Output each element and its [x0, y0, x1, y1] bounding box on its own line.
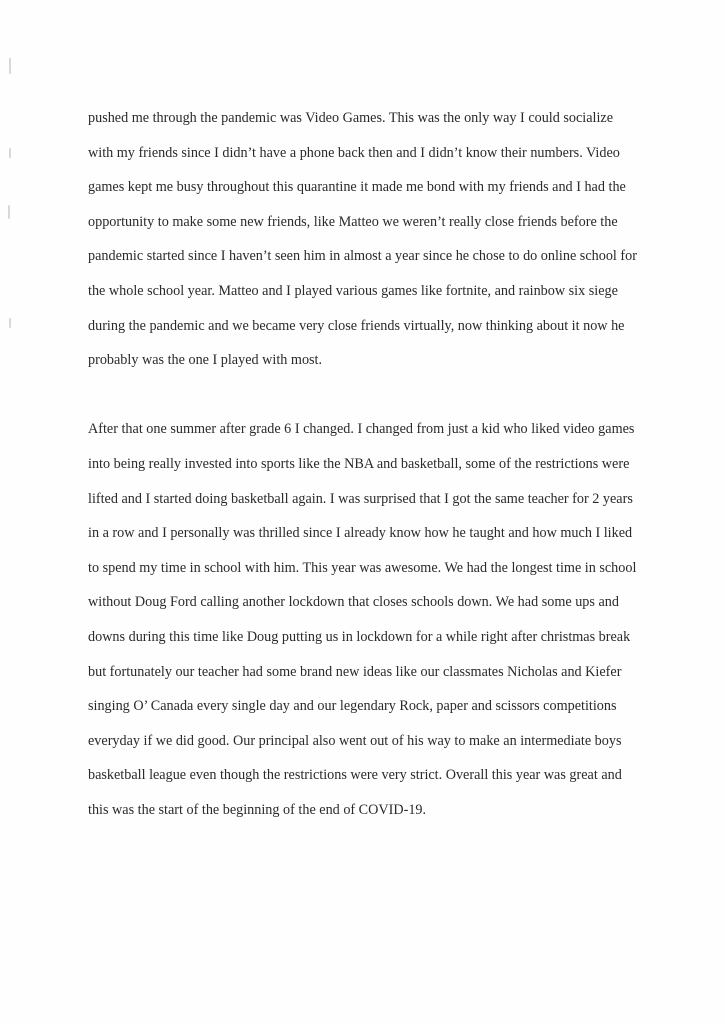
paragraph-line: without Doug Ford calling another lockdown that closes schools down. We had some ups and [88, 594, 619, 611]
paragraph-line: opportunity to make some new friends, like Matteo we weren’t really close friends before the [88, 213, 618, 230]
paragraph-2 [88, 419, 668, 834]
paragraph-line: basketball league even though the restrictions were very strict. Overall this year was great and [88, 767, 622, 784]
paragraph-line: pandemic started since I haven’t seen him in almost a year since he chose to do online school for [88, 248, 637, 265]
scan-artifact [9, 58, 11, 74]
paragraph-line: the whole school year. Matteo and I played various games like fortnite, and rainbow six siege [88, 282, 618, 299]
paragraph-gap [88, 385, 668, 420]
paragraph-line: pushed me through the pandemic was Video Games. This was the only way I could socialize [88, 110, 614, 126]
paragraph-line: probably was the one I played with most. [88, 352, 323, 369]
scan-artifact [8, 205, 10, 219]
paragraph-line: into being really invested into sports like the NBA and basketball, some of the restrictions were [88, 455, 630, 472]
scan-artifact [9, 318, 11, 328]
paragraph-line: everyday if we did good. Our principal also went out of his way to make an intermediate boys [88, 732, 622, 749]
paragraph-line: lifted and I started doing basketball again. I was surprised that I got the same teacher for 2 years [88, 490, 633, 507]
paragraph-line: in a row and I personally was thrilled since I already know how he taught and how much I liked [88, 525, 633, 542]
paragraph-line: but fortunately our teacher had some brand new ideas like our classmates Nicholas and Kiefer [88, 663, 622, 680]
paragraph-1 [88, 108, 668, 385]
paragraph-line: this was the start of the beginning of the end of COVID-19. [88, 801, 427, 818]
paragraph-line: After that one summer after grade 6 I changed. I changed from just a kid who liked video games [88, 421, 635, 438]
scan-artifact [9, 148, 11, 158]
document-body [88, 108, 668, 834]
paragraph-line: during the pandemic and we became very close friends virtually, now thinking about it now he [88, 317, 625, 334]
paragraph-line: to spend my time in school with him. This year was awesome. We had the longest time in school [88, 559, 637, 576]
paragraph-line: downs during this time like Doug putting us in lockdown for a while right after christmas break [88, 628, 631, 645]
paragraph-line: with my friends since I didn’t have a phone back then and I didn’t know their numbers. Video [88, 144, 620, 161]
paragraph-line: singing O’ Canada every single day and our legendary Rock, paper and scissors competitions [88, 698, 617, 715]
paragraph-line: games kept me busy throughout this quarantine it made me bond with my friends and I had the [88, 179, 626, 196]
